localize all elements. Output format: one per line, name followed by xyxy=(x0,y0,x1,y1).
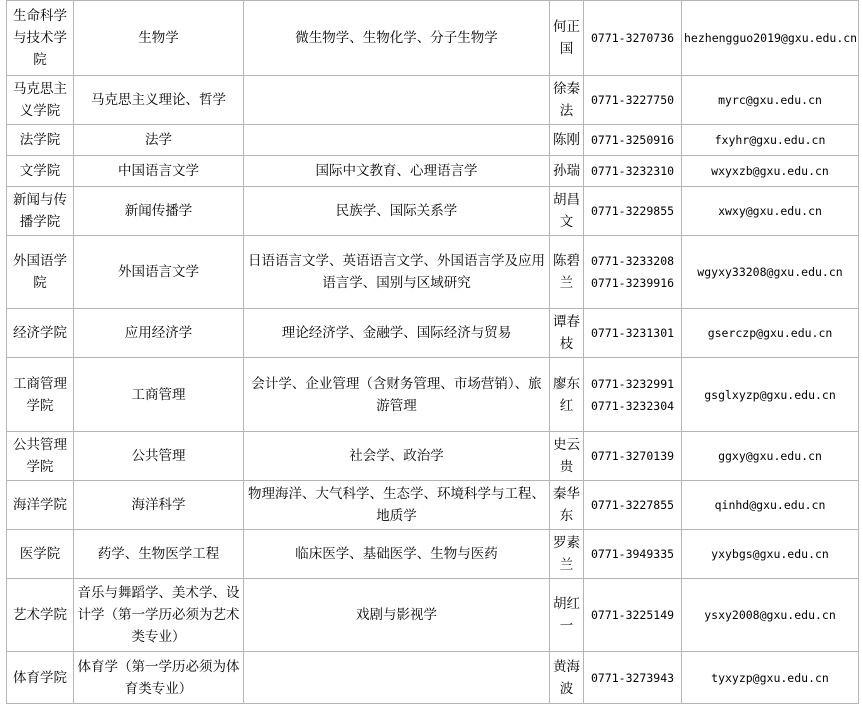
table-row xyxy=(7,187,859,236)
secondary-discipline-cell: 微生物学、生物化学、分子生物学 xyxy=(244,1,550,76)
secondary-discipline-cell xyxy=(244,76,550,125)
primary-discipline-cell: 马克思主义理论、哲学 xyxy=(74,76,244,125)
college-cell: 外国语学院 xyxy=(7,236,74,309)
primary-discipline-cell: 生物学 xyxy=(74,1,244,76)
phone-cell: 0771-3225149 xyxy=(584,579,682,652)
table-row xyxy=(7,358,859,432)
secondary-discipline-cell: 临床医学、基础医学、生物与医药 xyxy=(244,530,550,579)
secondary-discipline-cell xyxy=(244,125,550,156)
college-cell: 生命科学与技术学院 xyxy=(7,1,74,76)
phone-cell: 0771-3227750 xyxy=(584,76,682,125)
phone-cell: 0771-3231301 xyxy=(584,309,682,358)
email-cell: myrc@gxu.edu.cn xyxy=(682,76,859,125)
secondary-discipline-cell: 民族学、国际关系学 xyxy=(244,187,550,236)
email-cell: ysxy2008@gxu.edu.cn xyxy=(682,579,859,652)
college-cell: 体育学院 xyxy=(7,652,74,704)
table-row xyxy=(7,530,859,579)
primary-discipline-cell: 海洋科学 xyxy=(74,481,244,530)
recruitment-table xyxy=(6,0,859,704)
secondary-discipline-cell: 会计学、企业管理（含财务管理、市场营销）、旅游管理 xyxy=(244,358,550,432)
college-cell: 医学院 xyxy=(7,530,74,579)
table-row xyxy=(7,156,859,187)
contact-person-cell: 胡昌文 xyxy=(550,187,584,236)
contact-person-cell: 秦华东 xyxy=(550,481,584,530)
table-row xyxy=(7,579,859,652)
phone-cell: 0771-3250916 xyxy=(584,125,682,156)
college-cell: 新闻与传播学院 xyxy=(7,187,74,236)
primary-discipline-cell: 音乐与舞蹈学、美术学、设计学（第一学历必须为艺术类专业） xyxy=(74,579,244,652)
phone-cell: 0771-3232991 0771-3232304 xyxy=(584,358,682,432)
phone-cell: 0771-3273943 xyxy=(584,652,682,704)
college-cell: 马克思主义学院 xyxy=(7,76,74,125)
phone-cell: 0771-3233208 0771-3239916 xyxy=(584,236,682,309)
table-row xyxy=(7,309,859,358)
email-cell: xwxy@gxu.edu.cn xyxy=(682,187,859,236)
email-cell: tyxyzp@gxu.edu.cn xyxy=(682,652,859,704)
contact-person-cell: 谭春枝 xyxy=(550,309,584,358)
contact-person-cell: 陈刚 xyxy=(550,125,584,156)
email-cell: gserczp@gxu.edu.cn xyxy=(682,309,859,358)
table-row xyxy=(7,76,859,125)
contact-person-cell: 孙瑞 xyxy=(550,156,584,187)
email-cell: ggxy@gxu.edu.cn xyxy=(682,432,859,481)
primary-discipline-cell: 新闻传播学 xyxy=(74,187,244,236)
college-cell: 公共管理学院 xyxy=(7,432,74,481)
email-cell: qinhd@gxu.edu.cn xyxy=(682,481,859,530)
primary-discipline-cell: 体育学（第一学历必须为体育类专业） xyxy=(74,652,244,704)
email-cell: hezhengguo2019@gxu.edu.cn xyxy=(682,1,859,76)
contact-person-cell: 罗素兰 xyxy=(550,530,584,579)
college-cell: 工商管理学院 xyxy=(7,358,74,432)
secondary-discipline-cell xyxy=(244,652,550,704)
college-cell: 艺术学院 xyxy=(7,579,74,652)
phone-cell: 0771-3227855 xyxy=(584,481,682,530)
phone-cell: 0771-3229855 xyxy=(584,187,682,236)
primary-discipline-cell: 法学 xyxy=(74,125,244,156)
primary-discipline-cell: 工商管理 xyxy=(74,358,244,432)
primary-discipline-cell: 公共管理 xyxy=(74,432,244,481)
college-cell: 法学院 xyxy=(7,125,74,156)
primary-discipline-cell: 外国语言文学 xyxy=(74,236,244,309)
contact-person-cell: 陈碧兰 xyxy=(550,236,584,309)
contact-person-cell: 黄海波 xyxy=(550,652,584,704)
secondary-discipline-cell: 物理海洋、大气科学、生态学、环境科学与工程、地质学 xyxy=(244,481,550,530)
college-cell: 文学院 xyxy=(7,156,74,187)
primary-discipline-cell: 中国语言文学 xyxy=(74,156,244,187)
table-row xyxy=(7,481,859,530)
contact-person-cell: 胡红一 xyxy=(550,579,584,652)
contact-person-cell: 史云贵 xyxy=(550,432,584,481)
email-cell: yxybgs@gxu.edu.cn xyxy=(682,530,859,579)
table-row xyxy=(7,432,859,481)
table-body xyxy=(7,1,859,704)
email-cell: wxyxzb@gxu.edu.cn xyxy=(682,156,859,187)
secondary-discipline-cell: 理论经济学、金融学、国际经济与贸易 xyxy=(244,309,550,358)
phone-cell: 0771-3232310 xyxy=(584,156,682,187)
secondary-discipline-cell: 社会学、政治学 xyxy=(244,432,550,481)
phone-cell: 0771-3949335 xyxy=(584,530,682,579)
contact-person-cell: 徐秦法 xyxy=(550,76,584,125)
email-cell: gsglxyzp@gxu.edu.cn xyxy=(682,358,859,432)
phone-cell: 0771-3270736 xyxy=(584,1,682,76)
secondary-discipline-cell: 日语语言文学、英语语言文学、外国语言学及应用语言学、国别与区域研究 xyxy=(244,236,550,309)
secondary-discipline-cell: 国际中文教育、心理语言学 xyxy=(244,156,550,187)
college-cell: 海洋学院 xyxy=(7,481,74,530)
secondary-discipline-cell: 戏剧与影视学 xyxy=(244,579,550,652)
table-row xyxy=(7,236,859,309)
primary-discipline-cell: 药学、生物医学工程 xyxy=(74,530,244,579)
college-cell: 经济学院 xyxy=(7,309,74,358)
email-cell: fxyhr@gxu.edu.cn xyxy=(682,125,859,156)
phone-cell: 0771-3270139 xyxy=(584,432,682,481)
primary-discipline-cell: 应用经济学 xyxy=(74,309,244,358)
contact-person-cell: 何正国 xyxy=(550,1,584,76)
email-cell: wgyxy33208@gxu.edu.cn xyxy=(682,236,859,309)
table-row xyxy=(7,125,859,156)
table-row xyxy=(7,652,859,704)
table-row xyxy=(7,1,859,76)
contact-person-cell: 廖东红 xyxy=(550,358,584,432)
